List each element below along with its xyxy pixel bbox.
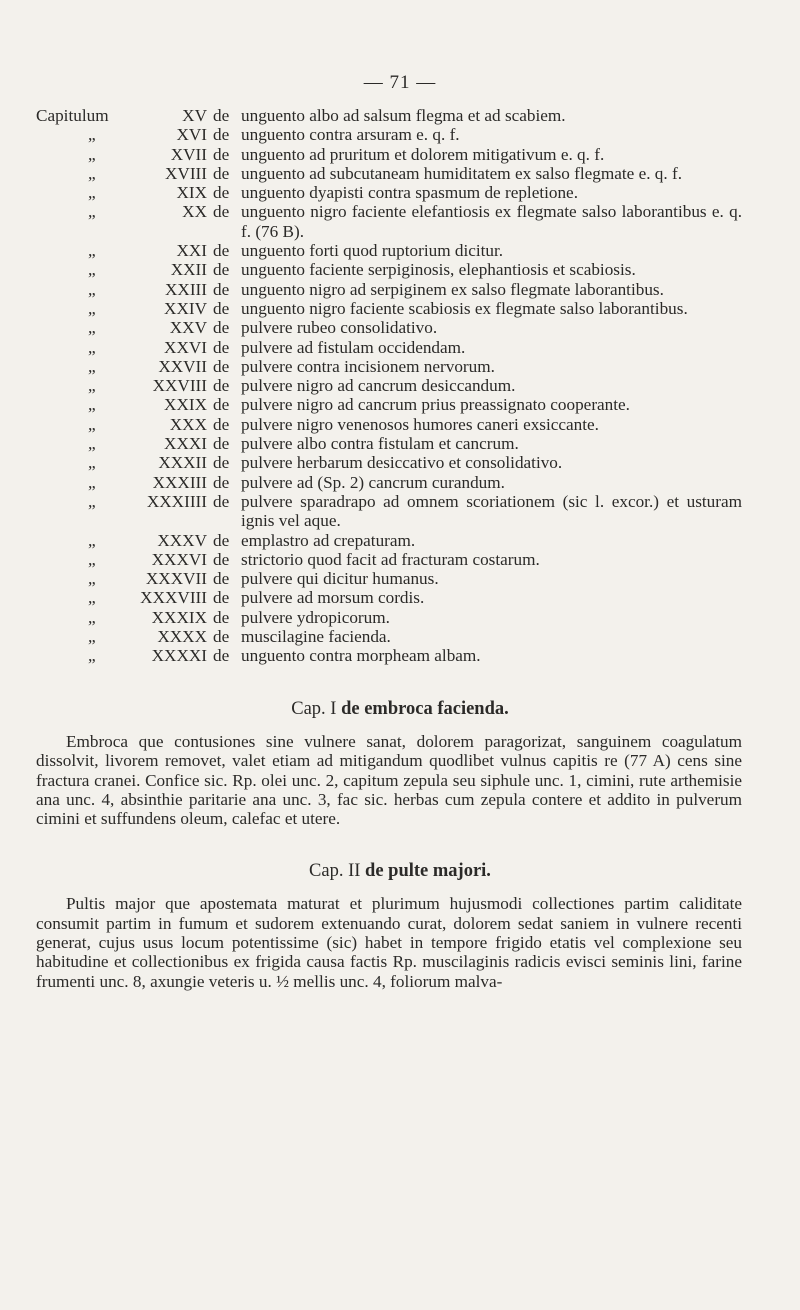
chapter-list-row [0, 531, 800, 550]
chapter-number: XXXIX [151, 607, 207, 627]
de-word: de [213, 607, 230, 627]
ditto-mark: „ [88, 414, 96, 434]
chapter-list-row [0, 492, 800, 531]
ditto-mark: „ [88, 163, 96, 183]
ditto-mark: „ [88, 646, 96, 666]
chapter-description: unguento ad subcutaneam humiditatem ex salso flegmate e. q. f. [241, 163, 683, 183]
chapter-description: unguento dyapisti contra spasmum de repletione. [241, 183, 578, 203]
de-word: de [213, 491, 230, 511]
chapter-number: XIX [176, 183, 207, 203]
chapter-2-heading [0, 861, 800, 882]
chapter-list-row [0, 434, 800, 453]
chapter-description: emplastro ad crepaturam. [241, 530, 416, 550]
chapter-list-row [0, 202, 800, 241]
ditto-mark: „ [88, 144, 96, 164]
chapter-number: XXI [176, 241, 207, 261]
chapter-description: pulvere nigro ad cancrum desiccandum. [241, 376, 516, 396]
de-word: de [213, 627, 230, 647]
ditto-mark: „ [88, 260, 96, 280]
chapter-number: XXXVII [145, 569, 207, 589]
chapter-number: XXII [170, 260, 207, 280]
de-word: de [213, 163, 230, 183]
chapter-list-row [0, 376, 800, 395]
de-word: de [213, 356, 230, 376]
chapter-list-row [0, 338, 800, 357]
chapter-description: unguento nigro faciente scabiosis ex flegmate salso laborantibus. [241, 298, 688, 318]
de-word: de [213, 125, 230, 145]
chapter-list-row [0, 280, 800, 299]
de-word: de [213, 569, 230, 589]
chapter-list-row [0, 473, 800, 492]
ditto-mark: „ [88, 318, 96, 338]
chapter-number: XXXVIII [140, 588, 207, 608]
chapter-list-row [0, 588, 800, 607]
chapter-description: pulvere ad morsum cordis. [241, 588, 425, 608]
ditto-mark: „ [88, 376, 96, 396]
chapter-list-row [0, 260, 800, 279]
chapter-list-row [0, 145, 800, 164]
chapter-description: pulvere sparadrapo ad omnem scoriationem (sic l. excor.) et usturam ignis vel aque. [241, 491, 742, 531]
chapter-list-row [0, 550, 800, 569]
chapter-1-prefix: Cap. I [291, 699, 337, 719]
ditto-mark: „ [88, 125, 96, 145]
de-word: de [213, 395, 230, 415]
chapter-1-title: de embroca facienda. [341, 699, 509, 719]
chapter-description: pulvere nigro ad cancrum prius preassignato cooperante. [241, 395, 630, 415]
chapter-list-row [0, 299, 800, 318]
chapter-2-title: de pulte majori. [365, 861, 491, 882]
ditto-mark: „ [88, 530, 96, 550]
de-word: de [213, 241, 230, 261]
ditto-mark: „ [88, 202, 96, 222]
chapter-list-row [0, 627, 800, 646]
ditto-mark: „ [88, 183, 96, 203]
chapter-2-prefix: Cap. II [309, 861, 361, 882]
de-word: de [213, 298, 230, 318]
chapter-description: pulvere ad fistulam occidendam. [241, 337, 466, 357]
chapter-list-row [0, 569, 800, 588]
de-word: de [213, 260, 230, 280]
de-word: de [213, 337, 230, 357]
chapter-number: XX [182, 202, 207, 222]
de-word: de [213, 144, 230, 164]
ditto-mark: „ [88, 549, 96, 569]
chapter-number: XXIII [165, 279, 207, 299]
chapter-list-row [0, 125, 800, 144]
chapter-number: XXVII [158, 356, 207, 376]
chapter-description: unguento ad pruritum et dolorem mitigativum e. q. f. [241, 144, 605, 164]
de-word: de [213, 472, 230, 492]
chapter-number: XXXXI [151, 646, 207, 666]
chapter-list [0, 106, 800, 666]
chapters [0, 666, 800, 991]
chapter-list-row [0, 318, 800, 337]
chapter-number: XXV [169, 318, 207, 338]
chapter-number: XXIX [164, 395, 207, 415]
ditto-mark: „ [88, 241, 96, 261]
de-word: de [213, 183, 230, 203]
chapter-list-row [0, 106, 800, 125]
chapter-list-row [0, 646, 800, 665]
de-word: de [213, 318, 230, 338]
capitulum-word: Capitulum [36, 106, 109, 125]
chapter-number: XXXX [157, 627, 207, 647]
de-word: de [213, 106, 230, 125]
chapter-number: XVIII [165, 163, 207, 183]
de-word: de [213, 530, 230, 550]
chapter-1-text: Embroca que contusiones sine vulnere sanat, dolorem paragorizat, sanguinem coagulatum dissolvit, livorem removet, valet etiam ad mitigandum quodlibet vulnus capitis re (77 A) cens sine fractura cranei. Confice sic. Rp. olei unc. 2, capitum zepula seu siphule unc. 1, cimini, rute arthemisie ana unc. 4, absinthie paritarie ana unc. 3, fac sic. herbas cum zepula contere et addito in pulverum cimini et suffundens oleum, calefac et utere. [36, 732, 742, 829]
ditto-mark: „ [88, 607, 96, 627]
chapter-list-row [0, 241, 800, 260]
chapter-description: unguento faciente serpiginosis, elephantiosis et scabiosis. [241, 260, 636, 280]
chapter-number: XVI [176, 125, 207, 145]
ditto-mark: „ [88, 434, 96, 454]
ditto-mark: „ [88, 472, 96, 492]
ditto-mark: „ [88, 627, 96, 647]
ditto-mark: „ [88, 588, 96, 608]
chapter-description: pulvere contra incisionem nervorum. [241, 356, 495, 376]
chapter-number: XXXIIII [146, 491, 207, 511]
page-number: — 71 — [363, 72, 437, 93]
chapter-number: XXVI [164, 337, 207, 357]
de-word: de [213, 549, 230, 569]
chapter-number: XXXV [157, 530, 207, 550]
chapter-number: XXXII [158, 453, 207, 473]
ditto-mark: „ [88, 356, 96, 376]
chapter-number: XXXVI [151, 549, 207, 569]
ditto-mark: „ [88, 395, 96, 415]
de-word: de [213, 646, 230, 666]
chapter-description: unguento nigro ad serpiginem ex salso flegmate laborantibus. [241, 279, 664, 299]
chapter-description: pulvere ydropicorum. [241, 607, 390, 627]
chapter-list-row [0, 608, 800, 627]
chapter-number: XVII [170, 144, 207, 164]
ditto-mark: „ [88, 337, 96, 357]
chapter-description: unguento forti quod ruptorium dicitur. [241, 241, 504, 261]
de-word: de [213, 202, 230, 222]
ditto-mark: „ [88, 491, 96, 511]
chapter-list-row [0, 357, 800, 376]
chapter-description: unguento contra morpheam albam. [241, 646, 481, 666]
de-word: de [213, 453, 230, 473]
chapter-description: pulvere albo contra fistulam et cancrum. [241, 434, 519, 454]
chapter-description: unguento nigro faciente elefantiosis ex flegmate salso laborantibus e. q. f. (76 B). [241, 202, 742, 241]
chapter-1-heading [0, 699, 800, 720]
chapter-description: pulvere ad (Sp. 2) cancrum curandum. [241, 472, 505, 492]
chapter-number: XXVIII [152, 376, 207, 396]
chapter-list-row [0, 395, 800, 414]
chapter-2-text: Pultis major que apostemata maturat et plurimum hujusmodi collectiones partim caliditate consumit partim in fumum et sudorem extenuando curat, dolorem sedat saniem in vulnere recenti generat, cujus usus locum potentissime (sic) habet in tempore frigido etatis vel complexione seu habitudine et collectionibus ex frigida causa factis Rp. muscilaginis radicis evisci seminis lini, farine frumenti unc. 8, axungie veteris u. ½ mellis unc. 4, foliorum malva- [36, 894, 742, 991]
chapter-description: unguento albo ad salsum flegma et ad scabiem. [241, 106, 566, 125]
chapter-number: XXX [169, 414, 207, 434]
chapter-description: strictorio quod facit ad fracturam costarum. [241, 549, 540, 569]
chapter-list-row [0, 453, 800, 472]
chapter-description: muscilagine facienda. [241, 627, 391, 647]
chapter-description: pulvere nigro venenosos humores caneri exsiccante. [241, 414, 599, 434]
de-word: de [213, 588, 230, 608]
ditto-mark: „ [88, 453, 96, 473]
chapter-list-row [0, 415, 800, 434]
chapter-description: pulvere rubeo consolidativo. [241, 318, 438, 338]
chapter-description: pulvere qui dicitur humanus. [241, 569, 439, 589]
chapter-list-row [0, 183, 800, 202]
de-word: de [213, 414, 230, 434]
chapter-number: XXIV [164, 298, 207, 318]
ditto-mark: „ [88, 298, 96, 318]
chapter-description: pulvere herbarum desiccativo et consolidativo. [241, 453, 563, 473]
ditto-mark: „ [88, 279, 96, 299]
de-word: de [213, 434, 230, 454]
chapter-description: unguento contra arsuram e. q. f. [241, 125, 460, 145]
chapter-number: XXXIII [152, 472, 207, 492]
chapter-list-row [0, 164, 800, 183]
de-word: de [213, 376, 230, 396]
chapter-number: XV [182, 106, 207, 125]
de-word: de [213, 279, 230, 299]
chapter-number: XXXI [164, 434, 207, 454]
ditto-mark: „ [88, 569, 96, 589]
